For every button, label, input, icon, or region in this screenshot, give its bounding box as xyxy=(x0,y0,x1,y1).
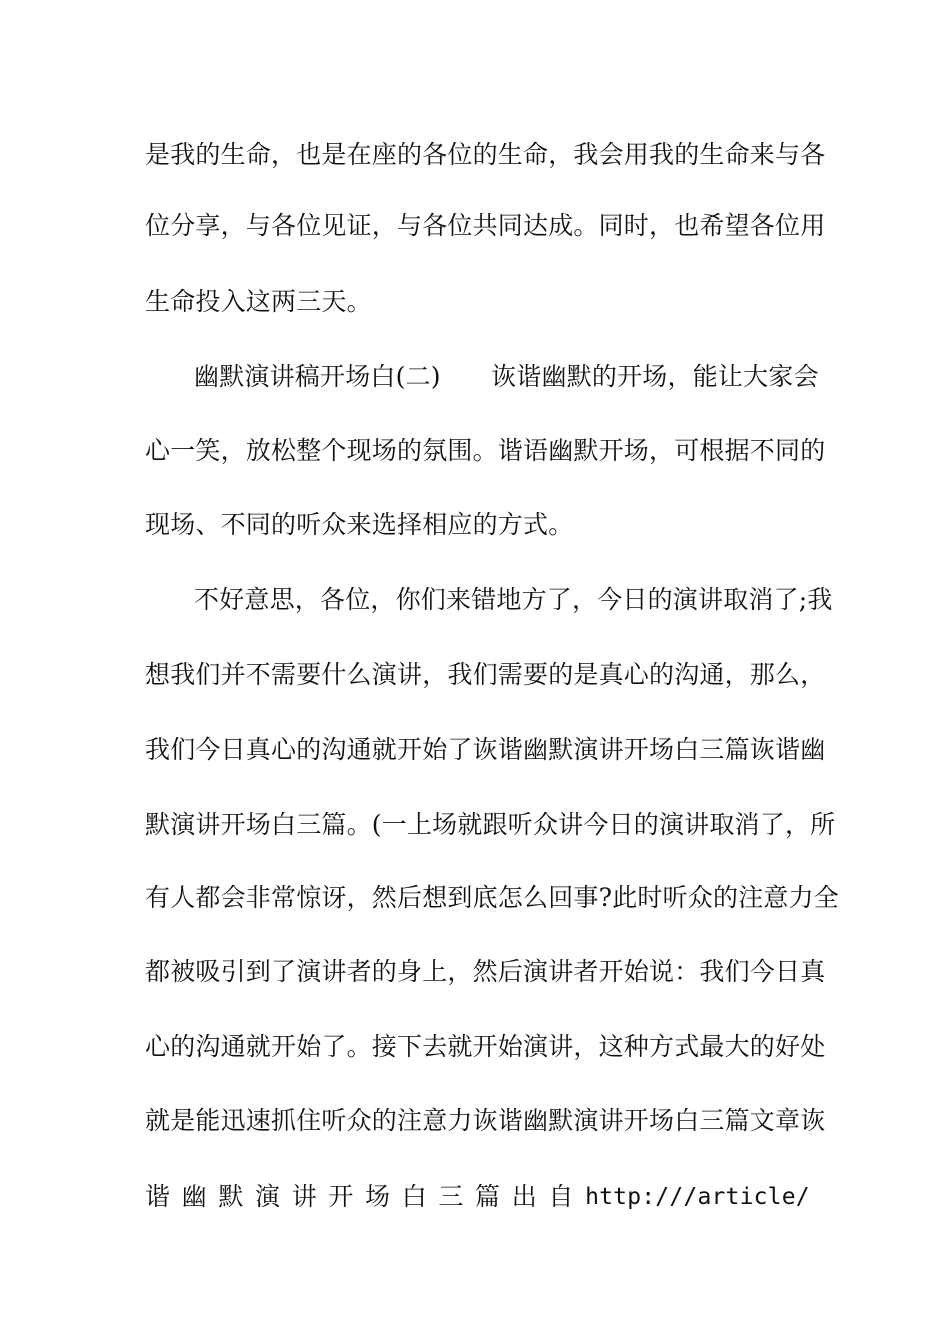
paragraph-first-line: 不好意思，各位，你们来错地方了，今日的演讲取消了;我 xyxy=(194,585,833,614)
source-char: 开 xyxy=(328,1182,354,1211)
text-line: 我们今日真心的沟通就开始了诙谐幽默演讲开场白三篇诙谐幽 xyxy=(145,735,826,764)
source-line xyxy=(145,1177,810,1217)
text-line: 有人都会非常惊讶，然后想到底怎么回事?此时听众的注意力全 xyxy=(145,883,840,912)
text-line: 心一笑，放松整个现场的氛围。谐语幽默开场，可根据不同的 xyxy=(145,436,826,465)
source-char: 篇 xyxy=(475,1182,501,1211)
paragraph-heading-line: 幽默演讲稿开场白(二) 诙谐幽默的开场，能让大家会 xyxy=(194,362,819,391)
text-line: 想我们并不需要什么演讲，我们需要的是真心的沟通，那么， xyxy=(145,660,826,689)
source-char: 默 xyxy=(218,1182,244,1211)
source-char: 出 xyxy=(511,1182,537,1211)
source-char: 白 xyxy=(401,1182,427,1211)
source-char: 讲 xyxy=(291,1182,317,1211)
text-line: 都被吸引到了演讲者的身上，然后演讲者开始说：我们今日真 xyxy=(145,957,826,986)
source-char: 演 xyxy=(255,1182,281,1211)
source-char: 自 xyxy=(548,1182,574,1211)
text-line: 位分享，与各位见证，与各位共同达成。同时，也希望各位用 xyxy=(145,211,826,240)
source-char: 幽 xyxy=(181,1182,207,1211)
text-line: 生命投入这两三天。 xyxy=(145,287,372,316)
text-line: 是我的生命，也是在座的各位的生命，我会用我的生命来与各 xyxy=(145,140,826,169)
source-char: 谐 xyxy=(145,1182,171,1211)
source-url-link[interactable]: http:///article/ xyxy=(585,1184,810,1210)
text-line: 默演讲开场白三篇。(一上场就跟听众讲今日的演讲取消了，所 xyxy=(145,810,836,839)
source-char: 三 xyxy=(438,1182,464,1211)
text-line: 现场、不同的听众来选择相应的方式。 xyxy=(145,510,574,539)
text-line: 就是能迅速抓住听众的注意力诙谐幽默演讲开场白三篇文章诙 xyxy=(145,1106,826,1135)
source-char: 场 xyxy=(365,1182,391,1211)
text-line: 心的沟通就开始了。接下去就开始演讲，这种方式最大的好处 xyxy=(145,1032,826,1061)
